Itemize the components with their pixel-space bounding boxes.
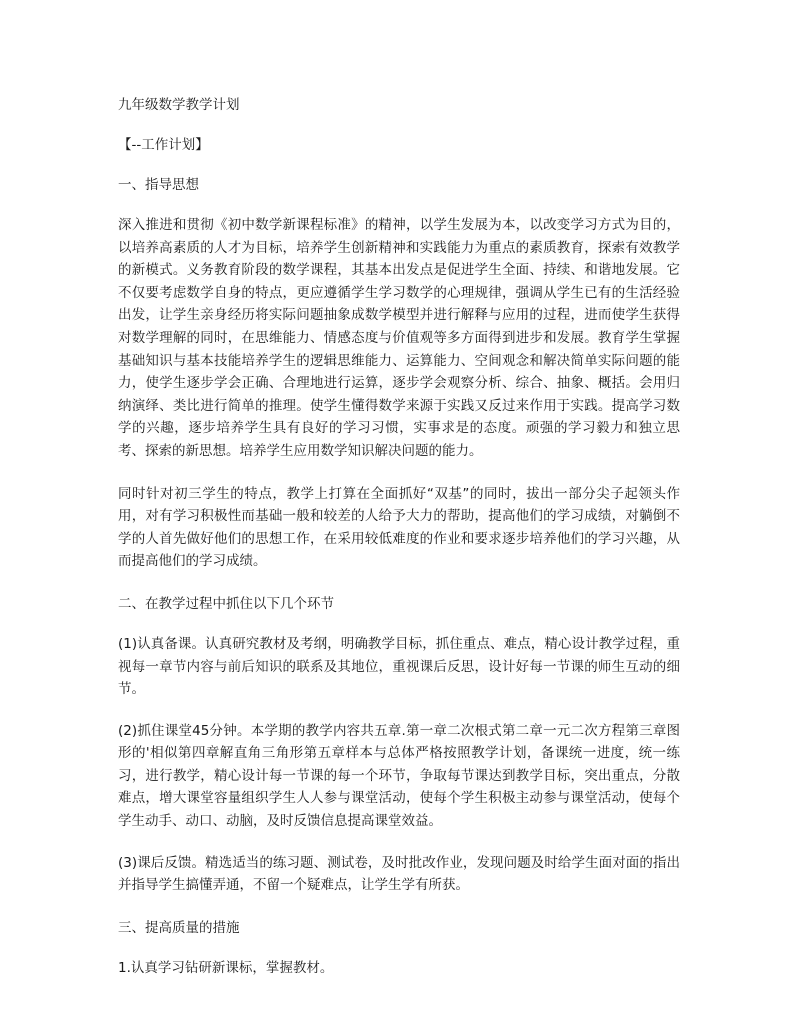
section-heading: 三、提高质量的措施: [118, 919, 240, 936]
section-paragraph: 深入推进和贯彻《初中数学新课程标准》的精神，以学生发展为本，以改变学习方式为目的，以培养高素质的人才为目标，培养学生创新精神和实践能力为重点的素质教育，探索有效教学的新模式。义务教育阶段的数学课程，其基本出发点是促进学生全面、持续、和谐地发展。它不仅要考虑数学自身的特点，更应遵循学生学习数学的心理规律，强调从学生已有的生活经验出发，让学生亲身经历将实际问题抽象成数学模型并进行解释与应用的过程，进而使学生获得对数学理解的同时，在思维能力、情感态度与价值观等多方面得到进步和发展。教育学生掌握基础知识与基本技能培养学生的逻辑思维能力、运算能力、空间观念和解决简单实际问题的能力，使学生逐步学会正确、合理地进行运算，逐步学会观察分析、综合、抽象、概括。会用归纳演绎、类比进行简单的推理。使学生懂得数学来源于实践又反过来作用于实践。提高学习数学的兴趣，逐步培养学生具有良好的学习习惯，实事求是的态度。顽强的学习毅力和独立思考、探索的新思想。培养学生应用数学知识解决问题的能力。: [118, 217, 680, 459]
document-subtitle: 【--工作计划】: [118, 137, 209, 153]
section-paragraph: 1.认真学习钻研新课标，掌握教材。: [118, 959, 334, 976]
section-paragraph: (3)课后反馈。精选适当的练习题、测试卷，及时批改作业，发现问题及时给学生面对面的指出并指导学生搞懂弄通，不留一个疑难点，让学生学有所获。: [118, 854, 680, 894]
section-paragraph: (2)抓住课堂45分钟。本学期的教学内容共五章.第一章二次根式第二章一元二次方程第三章图形的'相似第四章解直角三角形第五章样本与总体严格按照教学计划，备课统一进度，统一练习，进行教学，精心设计每一节课的每一个环节，争取每节课达到教学目标，突出重点，分散难点，增大课堂容量组织学生人人参与课堂活动，使每个学生积极主动参与课堂活动，使每个学生动手、动口、动脑，及时反馈信息提高课堂效益。: [118, 722, 680, 830]
document-title: 九年级数学教学计划: [118, 97, 240, 113]
section-paragraph: 同时针对初三学生的特点，教学上打算在全面抓好“双基”的同时，拔出一部分尖子起领头作用，对有学习积极性而基础一般和较差的人给予大力的帮助，提高他们的学习成绩，对躺倒不学的人首先做好他们的思想工作，在采用较低难度的作业和要求逐步培养他们的学习兴趣，从而提高他们的学习成绩。: [118, 485, 680, 570]
section-paragraph: (1)认真备课。认真研究教材及考纲，明确教学目标，抓住重点、难点，精心设计教学过程，重视每一章节内容与前后知识的联系及其地位，重视课后反思，设计好每一节课的师生互动的细节。: [118, 635, 680, 698]
section-heading: 二、在教学过程中抓住以下几个环节: [118, 595, 334, 612]
section-heading: 一、指导思想: [118, 177, 199, 193]
document-page: [118, 94, 680, 979]
